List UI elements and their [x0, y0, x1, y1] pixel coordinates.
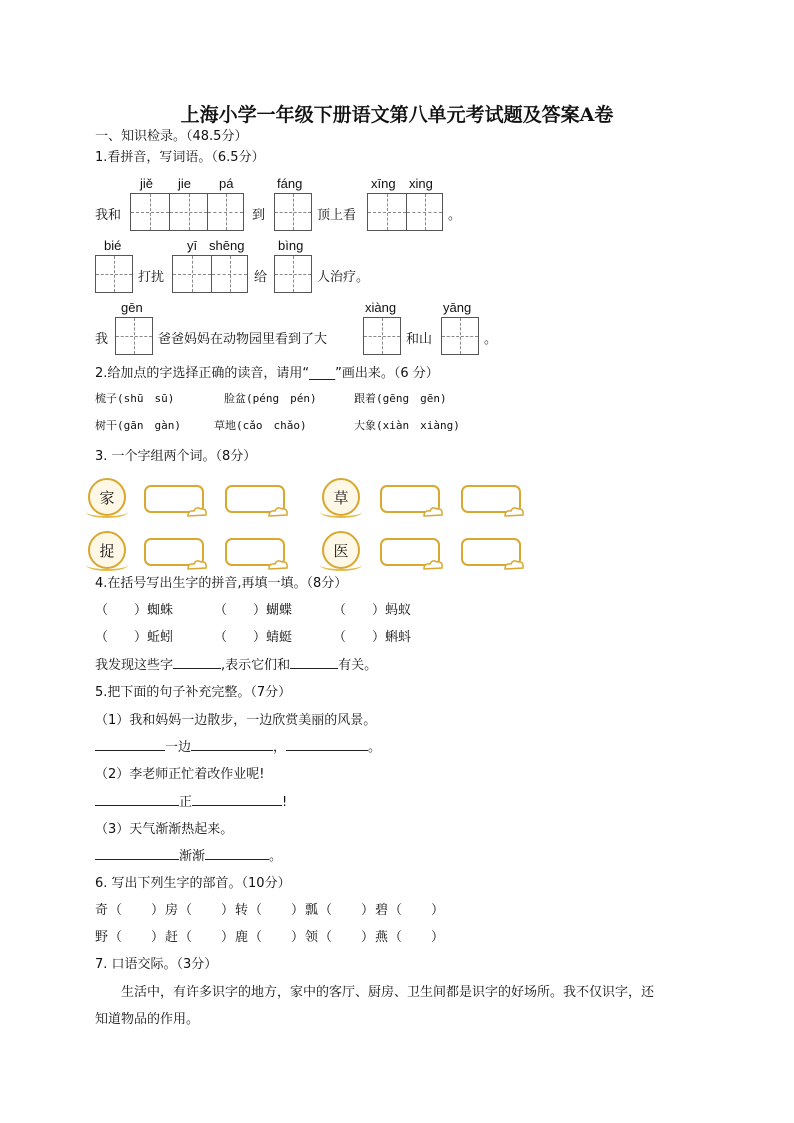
word-answer-box[interactable] — [225, 485, 285, 513]
q6-row[interactable]: 奇（ ）房（ ）转（ ）瓢（ ）碧（ ） — [95, 903, 446, 918]
q1-text: 顶上看 — [317, 208, 357, 223]
tianzige-box[interactable] — [363, 317, 401, 355]
answer-blank[interactable] — [95, 847, 179, 860]
word-answer-box[interactable] — [225, 538, 285, 566]
word-answer-box[interactable] — [380, 485, 440, 513]
q4-item[interactable]: （ ）蚂蚁 — [333, 603, 412, 618]
q2-heading: 2.给加点的字选择正确的读音，请用“____”画出来。（6 分） — [95, 366, 439, 381]
q2-option[interactable]: 梳子(shū sū) — [95, 392, 175, 405]
character-seal: 捉 — [88, 531, 126, 569]
tianzige-box[interactable] — [274, 255, 312, 293]
pinyin: xing — [409, 176, 433, 191]
q5-text: 一边 — [165, 740, 192, 755]
answer-blank[interactable] — [191, 738, 273, 751]
pinyin: shēng — [209, 238, 245, 253]
q1-text: 爸爸妈妈在动物园里看到了大 — [158, 332, 328, 347]
answer-blank[interactable] — [173, 656, 221, 669]
pinyin: bié — [104, 238, 122, 253]
pinyin: yāng — [443, 300, 472, 315]
q1-text: 。 — [484, 332, 498, 347]
q5-text: ， — [273, 740, 287, 755]
q5-text: ! — [282, 795, 288, 810]
pinyin: xīng — [371, 176, 396, 191]
q2-option[interactable]: 跟着(gēng gēn) — [354, 392, 447, 405]
word-answer-box[interactable] — [144, 485, 204, 513]
q4-item[interactable]: （ ）蝴蝶 — [214, 603, 293, 618]
character-seal: 医 — [322, 531, 360, 569]
pinyin: bìng — [278, 238, 304, 253]
q4-text: 有关。 — [338, 658, 378, 673]
q4-heading: 4.在括号写出生字的拼音,再填一填。（8分） — [95, 576, 348, 591]
q1-text: 我和 — [95, 208, 122, 223]
q5-text: 。 — [269, 849, 283, 864]
q5-text: 渐渐 — [179, 849, 206, 864]
q1-text: 人治疗。 — [317, 270, 370, 285]
pinyin: gēn — [121, 300, 143, 315]
q2-option[interactable]: 脸盆(péng pén) — [224, 392, 317, 405]
q1-text: 。 — [448, 208, 462, 223]
answer-blank[interactable] — [205, 847, 269, 860]
pinyin: xiàng — [365, 300, 397, 315]
answer-blank[interactable] — [95, 793, 179, 806]
character-seal: 草 — [322, 478, 360, 516]
tianzige-box[interactable] — [367, 193, 443, 231]
pinyin: fáng — [277, 176, 303, 191]
tianzige-box[interactable] — [115, 317, 153, 355]
q5-sentence: （2）李老师正忙着改作业呢! — [95, 767, 265, 782]
pinyin: yī — [187, 238, 198, 253]
q2-option[interactable]: 草地(cǎo chǎo) — [214, 419, 307, 432]
answer-blank[interactable] — [95, 738, 165, 751]
q4-item[interactable]: （ ）蚯蚓 — [95, 630, 174, 645]
page-title: 上海小学一年级下册语文第八单元考试题及答案A卷 — [180, 104, 614, 126]
q1-text: 打扰 — [138, 270, 165, 285]
pinyin: jie — [178, 176, 192, 191]
q5-sentence: （1）我和妈妈一边散步，一边欣赏美丽的风景。 — [95, 713, 377, 728]
q1-text: 到 — [252, 208, 266, 223]
pinyin: jiě — [140, 176, 154, 191]
q5-text: 正 — [179, 795, 193, 810]
tianzige-box[interactable] — [441, 317, 479, 355]
q2-option[interactable]: 大象(xiàn xiàng) — [354, 419, 460, 432]
q7-heading: 7. 口语交际。（3分） — [95, 957, 218, 972]
word-answer-box[interactable] — [380, 538, 440, 566]
q5-text: 。 — [368, 740, 382, 755]
word-answer-box[interactable] — [144, 538, 204, 566]
q1-text: 和山 — [406, 332, 433, 347]
character-seal: 家 — [88, 478, 126, 516]
q5-fill-line — [95, 736, 381, 755]
q1-text: 我 — [95, 332, 109, 347]
answer-blank[interactable] — [192, 793, 282, 806]
q7-paragraph: 生活中，有许多识字的地方，家中的客厅、厨房、卫生间都是识字的好场所。我不仅识字，还 — [121, 985, 655, 1000]
q3-heading: 3. 一个字组两个词。（8分） — [95, 449, 257, 464]
answer-blank[interactable] — [290, 656, 338, 669]
q4-item[interactable]: （ ）蝌蚪 — [333, 630, 412, 645]
pinyin: pá — [219, 176, 234, 191]
q6-row[interactable]: 野（ ）赶（ ）鹿（ ）领（ ）燕（ ） — [95, 930, 446, 945]
q5-sentence: （3）天气渐渐热起来。 — [95, 822, 234, 837]
q4-fill-line — [95, 654, 377, 673]
tianzige-box[interactable] — [274, 193, 312, 231]
q1-text: 给 — [254, 270, 268, 285]
q1-heading: 1.看拼音，写词语。（6.5分） — [95, 150, 265, 165]
q2-option[interactable]: 树干(gān gàn) — [95, 419, 181, 432]
q5-fill-line — [95, 791, 287, 810]
word-answer-box[interactable] — [461, 485, 521, 513]
answer-blank[interactable] — [286, 738, 368, 751]
q5-heading: 5.把下面的句子补充完整。（7分） — [95, 685, 292, 700]
q4-text: ,表示它们和 — [221, 658, 291, 673]
q5-fill-line — [95, 845, 282, 864]
section-heading: 一、知识检录。（48.5分） — [95, 129, 248, 144]
tianzige-box[interactable] — [172, 255, 248, 293]
q6-heading: 6. 写出下列生字的部首。（10分） — [95, 876, 291, 891]
q4-item[interactable]: （ ）蜻蜓 — [214, 630, 293, 645]
word-answer-box[interactable] — [461, 538, 521, 566]
tianzige-box[interactable] — [95, 255, 133, 293]
q4-text: 我发现这些字 — [95, 658, 174, 673]
q7-paragraph: 知道物品的作用。 — [95, 1012, 200, 1027]
q4-item[interactable]: （ ）蜘蛛 — [95, 603, 174, 618]
tianzige-box[interactable] — [130, 193, 244, 231]
